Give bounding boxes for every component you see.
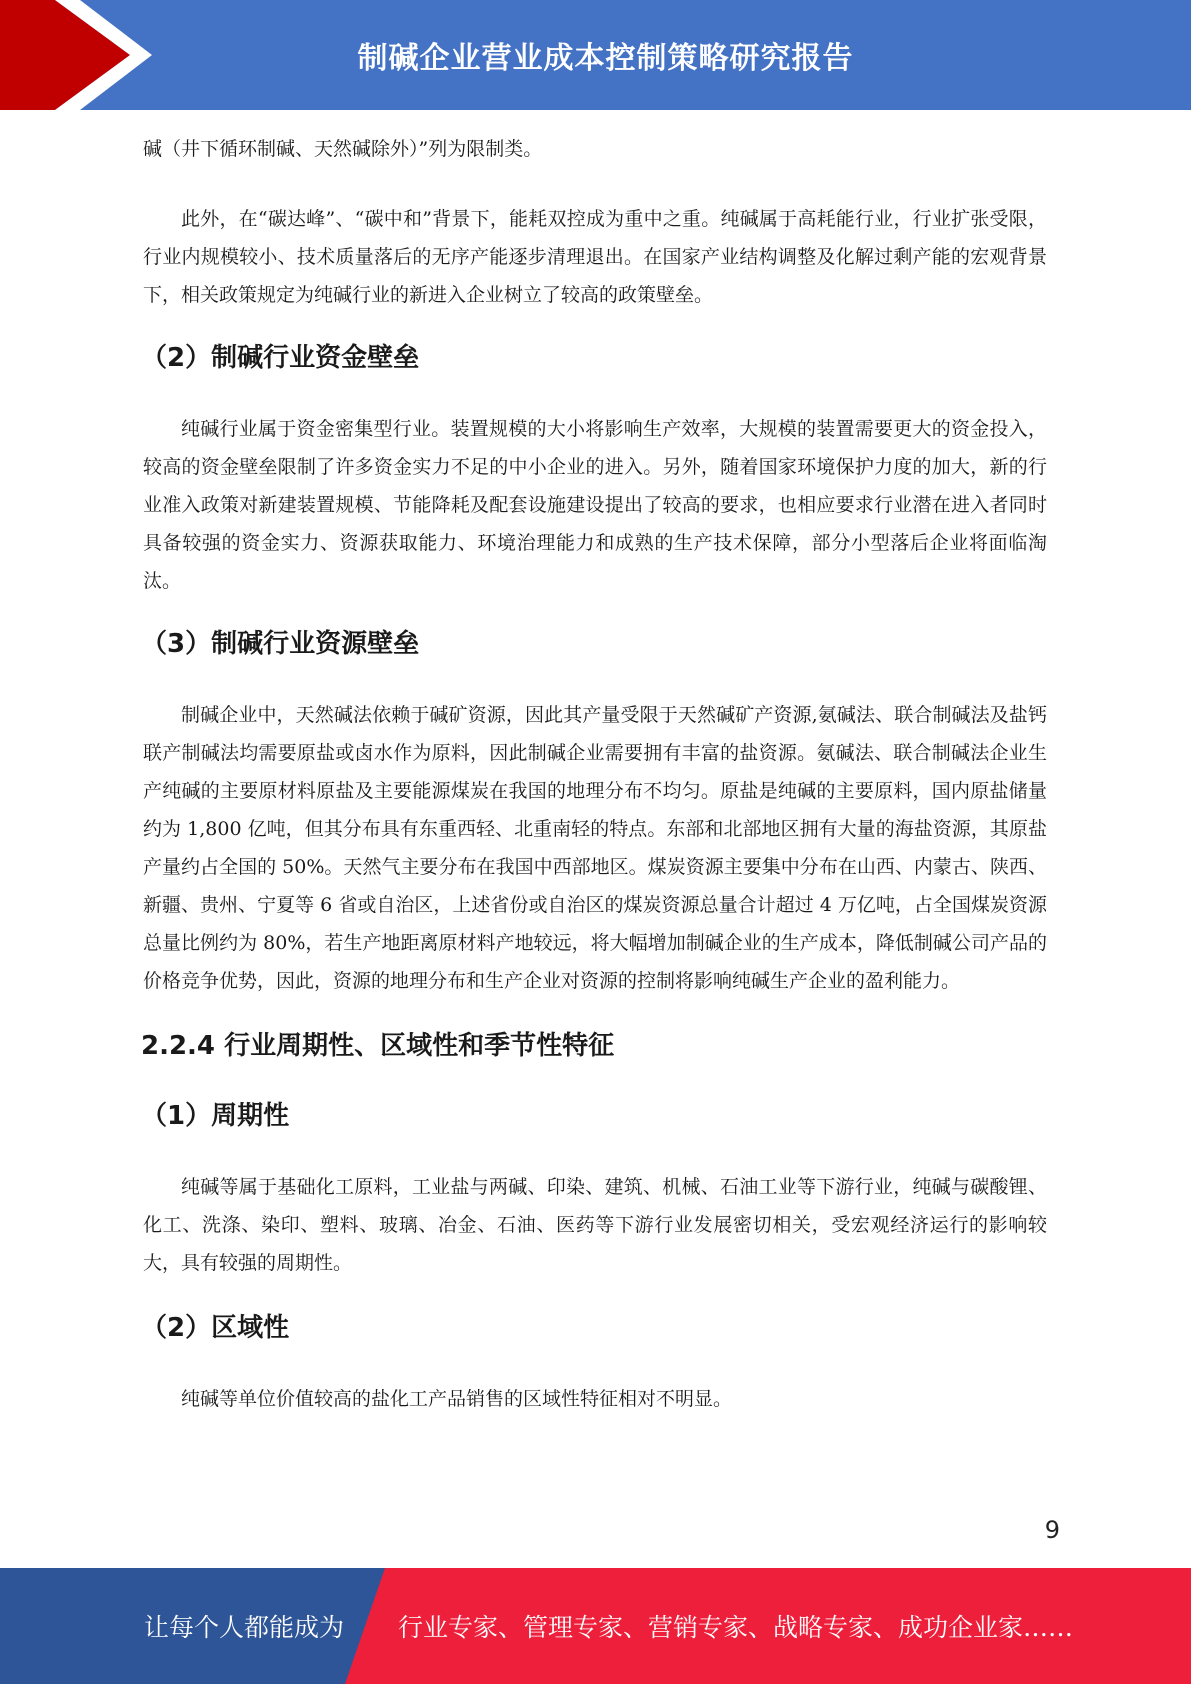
page-number: 9: [1044, 1516, 1060, 1544]
heading-resource-barrier: （3）制碱行业资源壁垒: [141, 629, 420, 659]
document-body: [143, 130, 1047, 1418]
page-header: [0, 0, 1191, 110]
paragraph-capital-barrier: 纯碱行业属于资金密集型行业。装置规模的大小将影响生产效率，大规模的装置需要更大的资金投入，较高的资金壁垒限制了许多资金实力不足的中小企业的进入。另外，随着国家环境保护力度的加大，新的行业准入政策对新建装置规模、节能降耗及配套设施建设提出了较高的要求，也相应要求行业潜在进入者同时具备较强的资金实力、资源获取能力、环境治理能力和成熟的生产技术保障，部分小型落后企业将面临淘汰。: [143, 418, 1047, 592]
paragraph-resource-barrier: 制碱企业中，天然碱法依赖于碱矿资源，因此其产量受限于天然碱矿产资源,氨碱法、联合制碱法及盐钙联产制碱法均需要原盐或卤水作为原料，因此制碱企业需要拥有丰富的盐资源。氨碱法、联合制碱法企业生产纯碱的主要原材料原盐及主要能源煤炭在我国的地理分布不均匀。原盐是纯碱的主要原料，国内原盐储量约为 1,800 亿吨，但其分布具有东重西轻、北重南轻的特点。东部和北部地区拥有大量的海盐资源，其原盐产量约占全国的 50%。天然气主要分布在我国中西部地区。煤炭资源主要集中分布在山西、内蒙古、陕西、新疆、贵州、宁夏等 6 省或自治区，上述省份或自治区的煤炭资源总量合计超过 4 万亿吨，占全国煤炭资源总量比例约为 80%，若生产地距离原材料产地较远，将大幅增加制碱企业的生产成本，降低制碱公司产品的价格竞争优势，因此，资源的地理分布和生产企业对资源的控制将影响纯碱生产企业的盈利能力。: [143, 704, 1047, 992]
footer-slogan-left: 让每个人都能成为: [144, 1613, 345, 1642]
paragraph-intro: 碱（井下循环制碱、天然碱除外）”列为限制类。: [143, 138, 543, 160]
paragraph-carbon-policy: 此外，在“碳达峰”、“碳中和”背景下，能耗双控成为重中之重。纯碱属于高耗能行业，行业扩张受限，行业内规模较小、技术质量落后的无序产能逐步清理退出。在国家产业结构调整及化解过剩产能的宏观背景下，相关政策规定为纯碱行业的新进入企业树立了较高的政策壁垒。: [143, 208, 1047, 306]
page-footer: [0, 1568, 1191, 1684]
heading-cyclicality: （1）周期性: [141, 1101, 290, 1131]
heading-capital-barrier: （2）制碱行业资金壁垒: [141, 343, 420, 373]
report-title: 制碱企业营业成本控制策略研究报告: [357, 41, 854, 76]
section-heading-2-2-4: 2.2.4 行业周期性、区域性和季节性特征: [141, 1031, 615, 1061]
heading-regionality: （2）区域性: [141, 1313, 290, 1343]
footer-slogan-right: 行业专家、管理专家、营销专家、战略专家、成功企业家……: [398, 1613, 1074, 1642]
paragraph-regionality: 纯碱等单位价值较高的盐化工产品销售的区域性特征相对不明显。: [181, 1388, 733, 1410]
paragraph-cyclicality: 纯碱等属于基础化工原料，工业盐与两碱、印染、建筑、机械、石油工业等下游行业，纯碱与碳酸锂、化工、洗涤、染印、塑料、玻璃、冶金、石油、医药等下游行业发展密切相关，受宏观经济运行的影响较大，具有较强的周期性。: [143, 1176, 1047, 1274]
